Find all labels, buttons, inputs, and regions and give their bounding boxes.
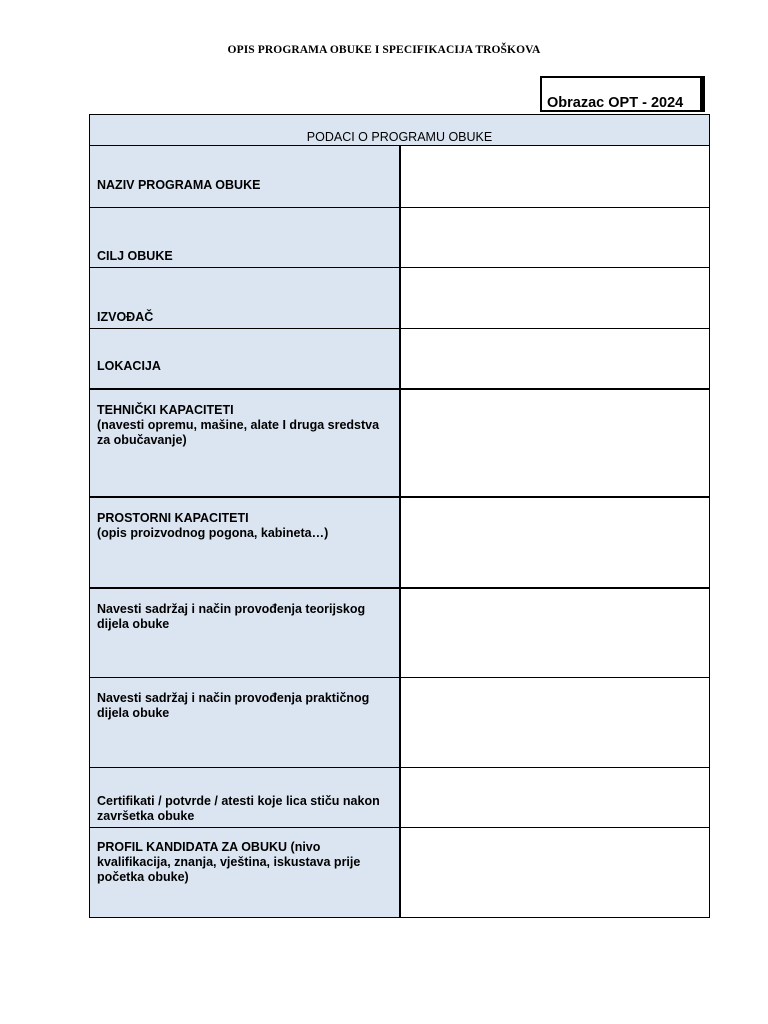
value-candidate-profile[interactable] (400, 828, 710, 918)
label-practical-part: Navesti sadržaj i način provođenja praktičnog dijela obuke (90, 678, 400, 768)
program-data-table (89, 114, 710, 918)
form-code-box: Obrazac OPT - 2024 (540, 76, 702, 112)
label-technical-capacity: TEHNIČKI KAPACITETI (navesti opremu, mašine, alate I druga sredstva za obučavanje) (90, 389, 400, 497)
label-training-goal: CILJ OBUKE (90, 208, 400, 268)
value-program-name[interactable] (400, 146, 710, 208)
label-certificates: Certifikati / potvrde / atesti koje lica stiču nakon završetka obuke (90, 768, 400, 828)
value-provider[interactable] (400, 268, 710, 329)
label-provider: IZVOĐAČ (90, 268, 400, 329)
value-location[interactable] (400, 329, 710, 389)
value-certificates[interactable] (400, 768, 710, 828)
label-location: LOKACIJA (90, 329, 400, 389)
label-program-name: NAZIV PROGRAMA OBUKE (90, 146, 400, 208)
value-training-goal[interactable] (400, 208, 710, 268)
document-title: OPIS PROGRAMA OBUKE I SPECIFIKACIJA TROŠKOVA (227, 44, 541, 56)
value-space-capacity[interactable] (400, 497, 710, 588)
value-practical-part[interactable] (400, 678, 710, 768)
label-theory-part: Navesti sadržaj i način provođenja teorijskog dijela obuke (90, 588, 400, 678)
table-header: PODACI O PROGRAMU OBUKE (90, 115, 710, 146)
value-technical-capacity[interactable] (400, 389, 710, 497)
label-space-capacity: PROSTORNI KAPACITETI (opis proizvodnog pogona, kabineta…) (90, 497, 400, 588)
value-theory-part[interactable] (400, 588, 710, 678)
label-candidate-profile: PROFIL KANDIDATA ZA OBUKU (nivo kvalifikacija, znanja, vještina, iskustava prije početka obuke) (90, 828, 400, 918)
